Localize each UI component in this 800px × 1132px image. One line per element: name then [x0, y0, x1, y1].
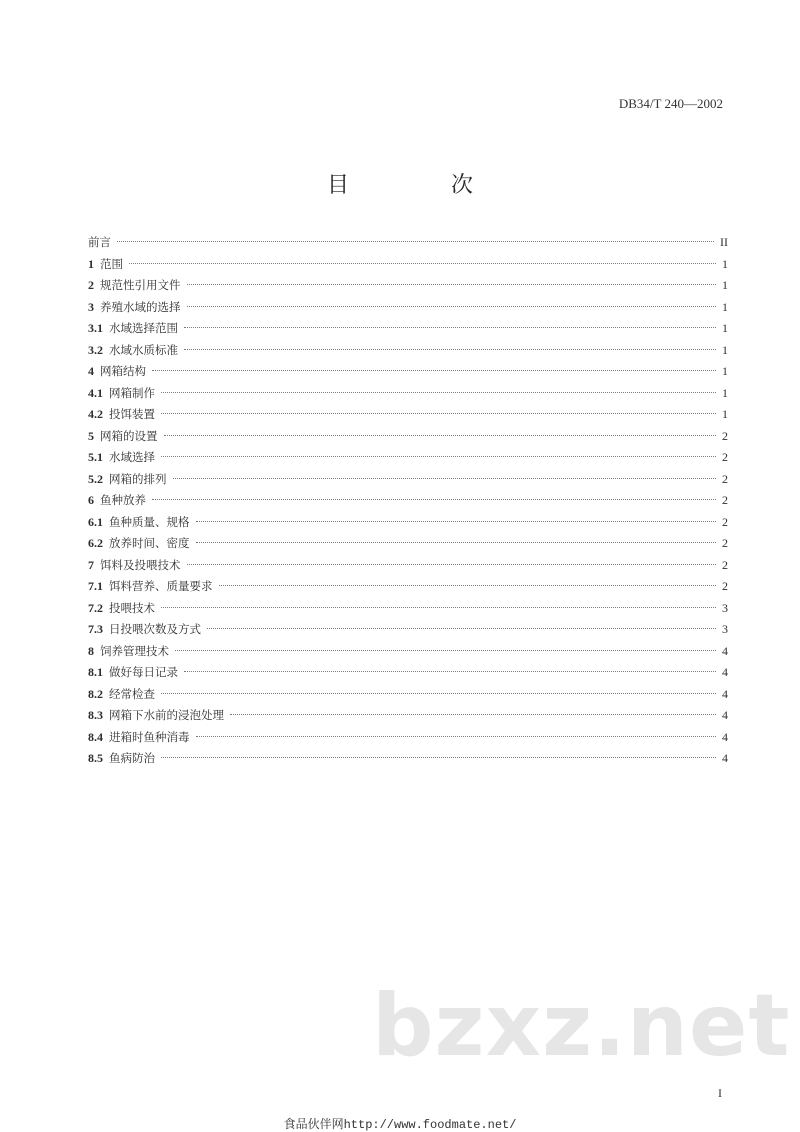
footer-url[interactable]: http://www.foodmate.net/ — [343, 1118, 517, 1132]
toc-entry[interactable] — [88, 748, 728, 770]
toc-dot-leader — [117, 241, 714, 242]
toc-entry-page: 4 — [722, 643, 728, 658]
toc-entry[interactable] — [88, 512, 728, 534]
toc-entry-label: 水域选择范围 — [109, 321, 178, 335]
toc-entry-number: 8.5 — [88, 751, 103, 765]
toc-entry-number: 1 — [88, 256, 94, 271]
toc-entry-page: 2 — [722, 557, 728, 572]
toc-entry-page: 1 — [722, 321, 728, 335]
toc-entry-number: 6.1 — [88, 514, 103, 529]
table-of-contents — [88, 232, 728, 770]
toc-entry-label: 前言 — [88, 235, 111, 249]
toc-entry[interactable] — [88, 447, 728, 469]
toc-entry-page: 3 — [722, 622, 728, 636]
toc-entry-number: 8.2 — [88, 686, 103, 701]
toc-entry[interactable] — [88, 426, 728, 448]
footer — [0, 1115, 800, 1132]
toc-entry[interactable] — [88, 383, 728, 405]
toc-entry-label: 饵料及投喂技术 — [100, 557, 181, 572]
toc-entry-page: 4 — [722, 729, 728, 744]
toc-dot-leader — [152, 499, 716, 500]
toc-dot-leader — [187, 284, 717, 285]
toc-entry[interactable] — [88, 684, 728, 706]
toc-dot-leader — [161, 392, 716, 393]
toc-entry-page: 1 — [722, 299, 728, 314]
toc-entry-label: 鱼种放养 — [100, 493, 146, 507]
toc-entry[interactable] — [88, 662, 728, 684]
document-code: DB34/T 240—2002 — [618, 96, 723, 111]
toc-entry-number: 8.4 — [88, 729, 103, 744]
toc-entry-number: 8 — [88, 643, 94, 658]
toc-entry[interactable] — [88, 490, 728, 512]
toc-entry-page: 2 — [722, 471, 728, 486]
toc-dot-leader — [152, 370, 716, 371]
toc-dot-leader — [161, 757, 716, 758]
toc-entry-page: 4 — [722, 751, 728, 765]
toc-entry-page: 2 — [722, 450, 728, 464]
toc-entry[interactable] — [88, 727, 728, 749]
toc-dot-leader — [187, 564, 717, 565]
toc-entry-label: 投喂技术 — [109, 600, 155, 615]
toc-entry-page: 1 — [722, 385, 728, 400]
toc-entry-label: 日投喂次数及方式 — [109, 622, 201, 636]
toc-entry-number: 5 — [88, 428, 94, 443]
toc-entry-label: 投饵装置 — [109, 407, 155, 421]
page-title: 目 次 — [326, 173, 513, 198]
toc-dot-leader — [164, 435, 717, 436]
toc-entry-number: 8.3 — [88, 708, 103, 722]
toc-entry-label: 水域选择 — [109, 450, 155, 464]
toc-entry-page: 1 — [722, 256, 728, 271]
toc-entry-page: 2 — [722, 579, 728, 593]
toc-dot-leader — [161, 607, 716, 608]
toc-entry-label: 进箱时鱼种消毒 — [109, 729, 190, 744]
toc-entry[interactable] — [88, 576, 728, 598]
toc-entry-page: 4 — [722, 686, 728, 701]
toc-entry-page: 4 — [722, 708, 728, 722]
toc-entry-label: 经常检查 — [109, 686, 155, 701]
toc-entry[interactable] — [88, 232, 728, 254]
toc-entry-label: 鱼病防治 — [109, 751, 155, 765]
toc-dot-leader — [187, 306, 717, 307]
toc-entry-number: 3.2 — [88, 342, 103, 357]
toc-dot-leader — [184, 327, 716, 328]
toc-entry-label: 鱼种质量、规格 — [109, 514, 190, 529]
toc-entry-page: 3 — [722, 600, 728, 615]
toc-entry-page: 2 — [722, 536, 728, 550]
toc-entry-page: 1 — [722, 278, 728, 292]
toc-entry-label: 水域水质标准 — [109, 342, 178, 357]
toc-entry-label: 养殖水域的选择 — [100, 299, 181, 314]
toc-entry-label: 网箱制作 — [109, 385, 155, 400]
toc-entry-page: 2 — [722, 428, 728, 443]
toc-entry-page: 1 — [722, 342, 728, 357]
toc-entry-number: 2 — [88, 278, 94, 292]
toc-entry[interactable] — [88, 598, 728, 620]
toc-entry-page: 2 — [722, 514, 728, 529]
toc-entry-label: 范围 — [100, 256, 123, 271]
toc-dot-leader — [161, 456, 716, 457]
toc-entry-page: 4 — [722, 665, 728, 679]
toc-entry-number: 8.1 — [88, 665, 103, 679]
toc-entry-number: 4.2 — [88, 407, 103, 421]
toc-entry-number: 7.3 — [88, 622, 103, 636]
toc-entry-page: II — [720, 235, 728, 249]
toc-entry-label: 网箱下水前的浸泡处理 — [109, 708, 224, 722]
toc-entry-number: 5.2 — [88, 471, 103, 486]
toc-entry[interactable] — [88, 404, 728, 426]
toc-dot-leader — [161, 413, 716, 414]
toc-dot-leader — [175, 650, 716, 651]
toc-entry-number: 6 — [88, 493, 94, 507]
toc-entry-page: 1 — [722, 364, 728, 378]
page-number: I — [718, 1086, 722, 1100]
toc-entry-label: 饲养管理技术 — [100, 643, 169, 658]
toc-entry-number: 3.1 — [88, 321, 103, 335]
toc-entry-number: 4 — [88, 364, 94, 378]
toc-entry-page: 1 — [722, 407, 728, 421]
watermark: bzxz.net — [372, 976, 791, 1076]
toc-dot-leader — [161, 693, 716, 694]
footer-site-name: 食品伙伴网 — [283, 1117, 344, 1131]
toc-entry[interactable] — [88, 619, 728, 641]
toc-entry-number: 3 — [88, 299, 94, 314]
toc-dot-leader — [196, 736, 717, 737]
toc-entry-number: 5.1 — [88, 450, 103, 464]
toc-entry-number: 4.1 — [88, 385, 103, 400]
toc-dot-leader — [207, 628, 716, 629]
toc-entry[interactable] — [88, 533, 728, 555]
toc-dot-leader — [196, 521, 717, 522]
toc-entry-label: 网箱的排列 — [109, 471, 167, 486]
toc-dot-leader — [230, 714, 716, 715]
toc-entry-page: 2 — [722, 493, 728, 507]
toc-dot-leader — [219, 585, 717, 586]
toc-dot-leader — [196, 542, 717, 543]
toc-entry-number: 7 — [88, 557, 94, 572]
toc-entry[interactable] — [88, 361, 728, 383]
toc-entry[interactable] — [88, 340, 728, 362]
toc-entry[interactable] — [88, 318, 728, 340]
toc-entry[interactable] — [88, 254, 728, 276]
toc-entry-label: 网箱的设置 — [100, 428, 158, 443]
toc-entry[interactable] — [88, 705, 728, 727]
toc-entry-number: 7.1 — [88, 579, 103, 593]
toc-dot-leader — [184, 349, 716, 350]
toc-entry-label: 饵料营养、质量要求 — [109, 579, 213, 593]
toc-entry[interactable] — [88, 555, 728, 577]
toc-entry-label: 网箱结构 — [100, 364, 146, 378]
toc-dot-leader — [184, 671, 716, 672]
toc-entry-label: 规范性引用文件 — [100, 278, 181, 292]
toc-entry[interactable] — [88, 469, 728, 491]
toc-entry[interactable] — [88, 641, 728, 663]
toc-entry-number: 7.2 — [88, 600, 103, 615]
toc-entry-number: 6.2 — [88, 536, 103, 550]
toc-entry-label: 做好每日记录 — [109, 665, 178, 679]
toc-dot-leader — [173, 478, 717, 479]
toc-dot-leader — [129, 263, 716, 264]
toc-entry-label: 放养时间、密度 — [109, 536, 190, 550]
toc-entry[interactable] — [88, 275, 728, 297]
toc-entry[interactable] — [88, 297, 728, 319]
